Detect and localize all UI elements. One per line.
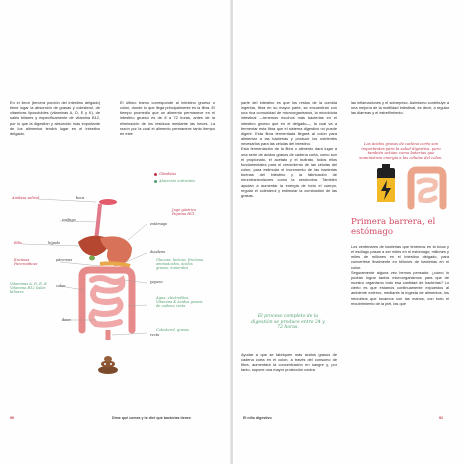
left-footer — [10, 416, 14, 420]
annotation-vitamins: Vitaminas A, D, E, K Vitamina B12 Sales biliares — [10, 282, 47, 295]
right-col1-text: parte del intestino es que los restos de la comida ingerida, fibra en su mayor parte, se encuentran con una rica comunidad de microorganismos, la microbiota intestinal —tenemos muchos más bacterias en el intestino grueso que en el delgado—, la cual va a fermentar esta fibra que el sistema digestivo no puede digerir. Esta fibra fermentada llegará al colon para alimentar a las bacterias y producir los nutrientes necesarios para las células del intestino. Esta fermentación de la fibra o alimento dará lugar a una serie de ácidos grasos de cadena corta, como son el propionato, el acetato y el butirato, todos ellos fundamentales para el crecimiento de las células del colon, para estimular el incremento de las bacterias buenas del intestino y la fabricación de neurotransmisores como la serotonina. También ayudan a aumentar la energía de todo el cuerpo, regular el colesterol y estimular la combustión de las grasas. — [241, 100, 337, 198]
left-col2-text: El último tramo corresponde al intestino grueso o colon, donde lo que llega principalmente es la fibra. El tiempo promedio que un alimento permanece en el intestino grueso es de 8 a 72 horas, antes de la eliminación de los residuos mediante las heces. La razón por la cual el alimento permanece tanto tiempo en este — [120, 100, 215, 136]
left-page-number: 90 — [10, 416, 14, 420]
small-intestine-shape — [91, 278, 122, 325]
right-footer — [439, 416, 443, 420]
annotation-gastric-juice: Jugo gástrico Pepsina HCl — [172, 208, 197, 217]
annotation-saliva: Amilasa salival — [12, 196, 40, 200]
label-colon: colon — [56, 284, 66, 288]
left-running-title: Dime qué comes y te diré qué bacterias tienes — [112, 416, 191, 420]
left-page — [0, 0, 231, 464]
right-running-title: El niño digestivo — [243, 416, 272, 420]
legend-absorption: Absorción nutrientes — [154, 179, 195, 183]
section-heading-stomach: Primera barrera, el estómago — [351, 217, 436, 237]
label-duodenum: duodeno — [150, 250, 166, 254]
annotation-bile: Bilis — [14, 241, 22, 245]
label-mouth: boca — [76, 196, 85, 200]
label-stomach: estómago — [150, 222, 168, 226]
label-jejunum: yeyuno — [150, 280, 163, 284]
right-col1b-text: Ayudar a que se fabriquen más ácidos grasos de cadena corta en el colon, a través del consumo de fibra, aumentará la concentración en sangre y, por tanto, supone una mayor protección contra — [241, 352, 337, 373]
battery-icon — [377, 164, 395, 202]
right-page-number: 91 — [439, 416, 443, 420]
annotation-water: Agua, electrolitos, Vitamina K Ácidos grasos de cadena corta — [156, 296, 203, 309]
right-col2b-text: Los centenares de bacterias que tenemos en la boca y el esófago pasan a ser miles en el estómago; millones y miles de millones en el intestino delgado, para convertirse finalmente en billones de bacterias en el colon. Seguramente alguna vez hemos pensado: ¿cómo lo podrán lograr tantos microorganismos para que de nuestro organismo todo esa cantidad de bacterias? Lo cierto es que estamos continuamente expuestos al ambiente externo, mediante la ingesta de alimentos, los microbios que tocamos con las manos, con todo el recubrimiento de la piel, las que — [351, 244, 449, 306]
label-rectum: recto — [150, 333, 160, 337]
gallbladder-shape — [89, 256, 95, 261]
pull-quote-digestion-time: El proceso completo de la digestión se produce entre 24 y 72 horas. — [251, 314, 325, 331]
pull-quote-short-chain-fatty-acids: Los ácidos grasos de cadena corta son importantes para la salud digestiva, pero también actúan como baterías que suministran energía a las células del colon. — [359, 141, 443, 160]
left-col1-text: En el íleon (tercera porción del intestino delgado) tiene lugar la absorción de grasas y colesterol, de vitaminas liposolubles (vitaminas A, D, E y K), de sales biliares y específicamente de vitamina B12, por lo que la digestión y absorción más importante de los alimentos tendrá lugar en el intestino delgado. — [10, 100, 100, 136]
label-liver: hígado — [48, 241, 61, 245]
poop-icon — [98, 356, 118, 374]
mouth-shape — [99, 199, 117, 205]
battery-and-colon-illustration — [363, 162, 453, 214]
annotation-pancreatic-enzymes: Enzimas Pancreáticas — [14, 258, 38, 267]
label-pancreas: páncreas — [56, 258, 73, 262]
label-ileum: íleon — [62, 318, 71, 322]
annotation-sugars: Glucosa, lactosa, fructosa, aminoácidos, ácidos grasos, minerales — [156, 258, 205, 271]
label-esophagus: esófago — [62, 218, 76, 222]
right-col2-text: las inflamaciones y el sobrepeso. Asimismo contribuye a una mejoría de la motilidad intestinal, es decir, a regular las diarreas y el estreñimiento. — [351, 100, 449, 116]
legend-glands: Glándulas — [154, 172, 176, 176]
colon-icon — [411, 170, 443, 206]
right-page — [233, 0, 464, 464]
legend-dot-red — [154, 173, 157, 176]
annotation-cholesterol: Colesterol, grasas — [156, 328, 189, 332]
